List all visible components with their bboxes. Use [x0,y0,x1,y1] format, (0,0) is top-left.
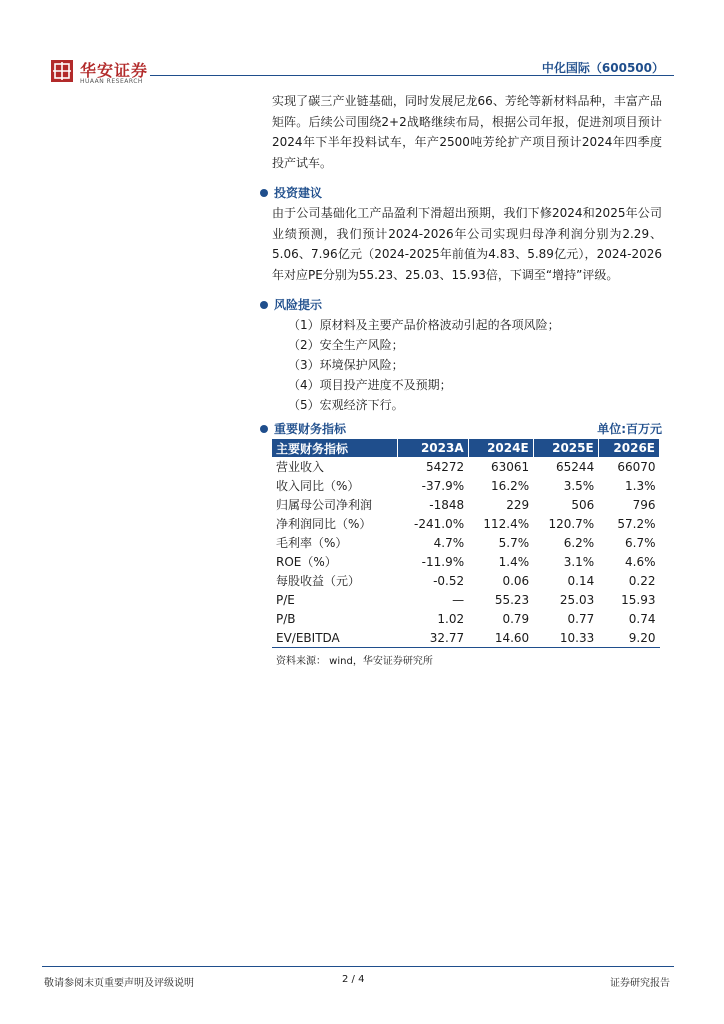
table-cell: 506 [571,497,595,512]
table-row [272,552,660,571]
table-cell: 16.2% [491,478,530,493]
table-cell: 6.2% [563,535,595,550]
table-cell: 0.14 [567,573,595,588]
huaan-logo-icon [50,59,74,83]
page-header [50,54,674,90]
table-cell: 15.93 [621,592,656,607]
column-header: 2026E [598,439,659,457]
table-header-row [272,439,660,457]
table-row [272,590,660,609]
table-cell: 66070 [617,459,656,474]
table-cell: 4.6% [625,554,656,569]
table-cell: 6.7% [625,535,656,550]
table-cell: -1848 [429,497,465,512]
risk-title-text: 风险提示 [274,298,323,312]
row-label: 归属母公司净利润 [276,498,373,512]
table-cell: 54272 [425,459,465,474]
table-cell: 10.33 [533,628,598,648]
investment-paragraph: 由于公司基础化工产品盈利下滑超出预期，我们下修2024和2025年公司业绩预测，我们预计2024-2026年公司实现归母净利润分别为2.29、5.06、7.96亿元（2024-2025年前值为4.83、5.89亿元），2024-2026年对应PE分别为55.23、25.03、15.93倍，下调至“增持”评级。 [272,206,662,282]
table-cell: 120.7% [548,516,595,531]
brand-subtitle: HUAAN RESEARCH [80,78,143,85]
table-cell: 14.60 [468,628,533,648]
row-label: 每股收益（元） [276,574,361,588]
table-cell: 9.20 [598,628,659,648]
table-cell: 0.22 [628,573,656,588]
report-body [272,91,662,667]
table-cell: 796 [632,497,656,512]
report-type: 证券研究报告 [610,978,670,989]
table-row [272,476,660,495]
table-cell: 57.2% [617,516,656,531]
column-header: 2024E [468,439,533,457]
table-cell: -0.52 [433,573,465,588]
table-row [272,609,660,628]
table-cell: 5.7% [498,535,530,550]
table-cell: 1.3% [625,478,656,493]
table-cell: 55.23 [494,592,530,607]
disclaimer-note: 敬请参阅末页重要声明及评级说明 [44,978,194,989]
table-cell: 25.03 [559,592,595,607]
risk-list [272,315,662,415]
table-cell: 112.4% [483,516,530,531]
page-footer [42,966,674,996]
table-cell: 63061 [490,459,530,474]
risk-item: （3）环境保护风险； [288,358,404,372]
table-cell: 3.1% [563,554,595,569]
unit-label: 单位:百万元 [597,422,662,436]
brand-name: 华安证券 [80,61,149,80]
risk-item: （1）原材料及主要产品价格波动引起的各项风险； [288,318,560,332]
intro-paragraph: 实现了碳三产业链基础，同时发展尼龙66、芳纶等新材料品种，丰富产品矩阵。后续公司围绕2+2战略继续布局，根据公司年报，促进剂项目预计2024年下半年投料试车，年产2500吨芳纶扩产项目预计2024年四季度投产试车。 [272,94,662,170]
table-cell: 0.74 [628,611,656,626]
row-label: 净利润同比（%） [276,517,372,531]
column-header: 2023A [398,439,468,457]
row-label: P/E [276,592,295,607]
table-cell: 0.77 [567,611,595,626]
row-label: 营业收入 [276,460,325,474]
risk-item: （2）安全生产风险； [288,338,404,352]
column-header: 主要财务指标 [272,439,398,457]
page-number: 2 / 4 [342,974,365,985]
column-header: 2025E [533,439,598,457]
table-cell: 65244 [556,459,595,474]
table-row [272,533,660,552]
row-label: 毛利率（%） [276,536,348,550]
footer-divider [42,966,674,967]
table-cell: 4.7% [433,535,465,550]
table-cell: -11.9% [421,554,465,569]
risk-item: （5）宏观经济下行。 [288,398,404,412]
table-cell: 32.77 [398,628,468,648]
row-label: EV/EBITDA [272,628,398,648]
financials-table [272,439,660,648]
risk-item: （4）项目投产进度不及预期； [288,378,452,392]
section-bullet-icon [260,425,268,433]
table-row [272,495,660,514]
table-cell: 3.5% [563,478,595,493]
table-row [272,571,660,590]
table-row [272,514,660,533]
table-cell: 0.06 [502,573,530,588]
table-cell: 1.02 [437,611,465,626]
table-row [272,457,660,476]
table-cell: -37.9% [421,478,465,493]
table-cell: 1.4% [498,554,530,569]
table-cell: -241.0% [414,516,465,531]
company-ticker: 中化国际（600500） [541,61,664,75]
section-bullet-icon [260,301,268,309]
row-label: 收入同比（%） [276,479,360,493]
table-cell: — [452,592,465,607]
risk-section-title [258,295,648,315]
table-row [272,628,660,648]
financials-heading [258,419,662,439]
data-source-note: 资料来源： wind，华安证券研究所 [276,656,433,667]
row-label: P/B [276,611,296,626]
section-bullet-icon [260,189,268,197]
row-label: ROE（%） [276,555,337,569]
investment-section-title [258,183,648,203]
financials-title-text: 重要财务指标 [274,422,347,436]
investment-title-text: 投资建议 [274,186,323,200]
table-cell: 229 [506,497,530,512]
table-cell: 0.79 [502,611,530,626]
